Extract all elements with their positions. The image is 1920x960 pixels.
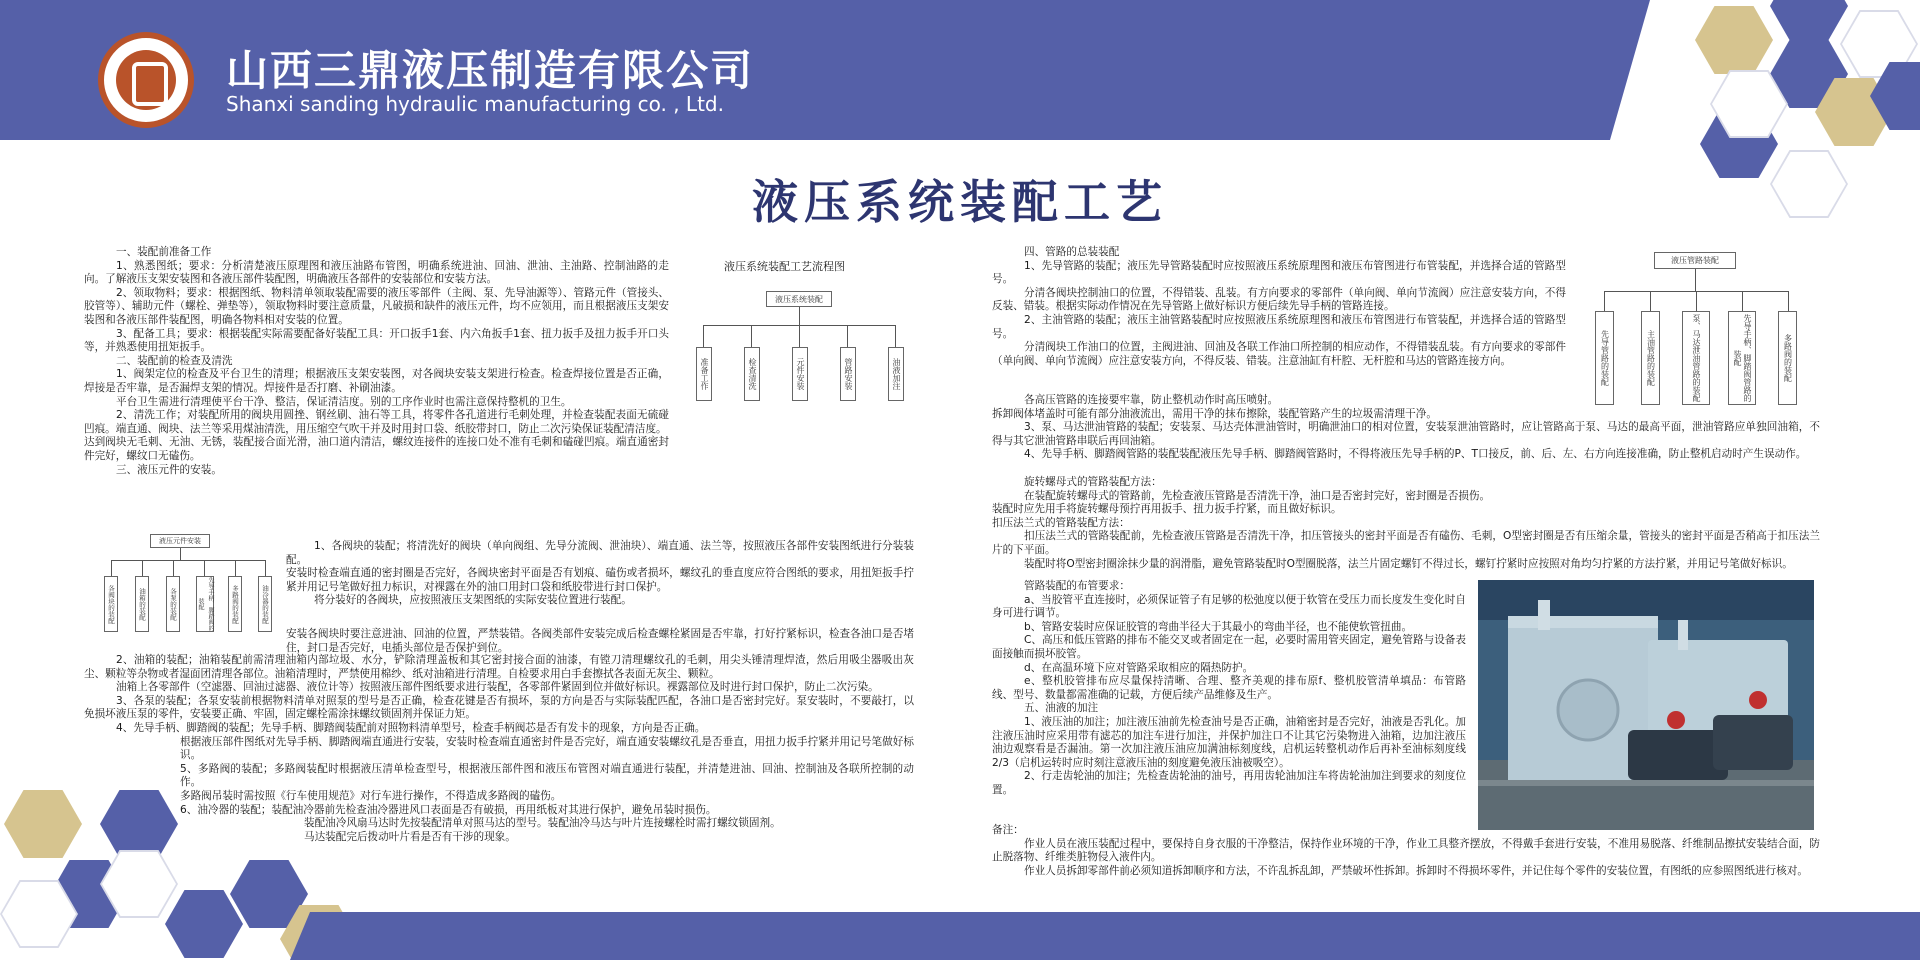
paragraph: 拆卸阀体堵盖时可能有部分油液流出，需用干净的抹布擦除，装配管路产生的垃圾需清理干净。	[992, 407, 1437, 420]
paragraph: 装配时应先用手将旋转螺母预拧再用扳手、扭力扳手拧紧，而且做好标识。	[992, 503, 1342, 516]
paragraph: 5、多路阀的装配；多路阀装配时根据液压清单检查型号，根据液压部件图和液压布管图对端直通进行装配，并清楚进油、回油、控制油及各联所控制的动作。	[180, 762, 914, 789]
company-name-en: Shanxi sanding hydraulic manufacturing co. , Ltd.	[226, 92, 724, 116]
paragraph: 1、各阀块的装配；将清洗好的阀块（单向阀组、先导分流阀、泄油块）、端直通、法兰等，按照液压各部件安装图纸进行分装装配。	[286, 540, 914, 566]
paragraph: 作业人员在液压装配过程中，要保持自身衣服的干净整洁，保持作业环境的干净，作业工具整齐摆放，不得戴手套进行安装，不准用易脱落、纤维制品擦拭安装结合面，防止脱落物、纤维类脏物侵入液件内。	[992, 837, 1820, 864]
notes-heading: 备注：	[992, 824, 1024, 836]
flowchart-node: 先导手柄、脚踏阀管路的装配	[1728, 311, 1756, 405]
paragraph: 各高压管路的连接要牢靠，防止整机动作时高压喷射。	[1024, 394, 1279, 406]
right-bottom-text	[992, 580, 1466, 798]
connector	[173, 560, 174, 576]
flowchart-node: 油箱的装配	[135, 576, 149, 632]
flowchart-node: 油液加注	[888, 347, 904, 401]
right-top-text-2	[992, 394, 1820, 462]
paragraph: 1、阀架定位的检查及平台卫生的清理；根据液压支架安装图，对各阀块安装支架进行检查。检查焊接位置是否正确，焊接是否牢靠，是否漏焊支架的情况。焊接件是否打磨、补刷油漆。	[84, 368, 669, 394]
left-mid-text	[286, 540, 914, 608]
connector	[799, 307, 800, 325]
paragraph: 3、泵、马达泄油管路的装配；安装泵、马达壳体泄油管时，明确泄油口的相对位置，安装泵泄油管路时，应让管路高于泵、马达的最高平面，泄油管路应单独回油箱，不得与其它泄油管路串联后再回油箱。	[992, 421, 1820, 447]
right-notes-text	[992, 824, 1820, 878]
flowchart-node: 各泵的装配	[166, 576, 180, 632]
paragraph: 管路装配的布管要求：	[1024, 580, 1130, 592]
paragraph: 油箱上各零部件（空滤器、回油过滤器、液位计等）按照液压部件图纸要求进行装配，各零部件紧固到位并做好标识。裸露部位及时进行封口保护，防止二次污染。	[116, 681, 879, 694]
flowchart-root: 液压管路装配	[1654, 252, 1736, 269]
paragraph: 2、油箱的装配；油箱装配前需清理油箱内部垃圾、水分，铲除清理盖板和其它密封接合面的油漆，有镗刀清理螺纹孔的毛刺，用尖头锤清理焊渣，然后用吸尘器吸出灰尘、颗粒等杂物或者湿面团清理各部位。油箱清理时，严禁使用棉纱、纸对油箱进行清理。自检要求用白手套擦拭各表面无灰尘、颗粒。	[84, 654, 914, 680]
section-heading: 一、装配前准备工作	[116, 246, 212, 258]
logo-emblem	[116, 50, 176, 110]
section-heading: 三、液压元件的安装。	[116, 463, 222, 476]
paragraph: 扣压法兰式的管路装配前，先检查液压管路是否清洗干净，扣压管接头的密封平面是否有磕伤、毛刺，O型密封圈是否有压缩余量，管接头的密封平面是否稍高于扣压法兰片的下平面。	[992, 530, 1820, 556]
paragraph: 扣压法兰式的管路装配方法：	[992, 516, 1130, 529]
hex-decor	[1695, 6, 1773, 74]
paragraph: 4、先导手柄、脚踏阀的装配；先导手柄、脚踏阀装配前对照物料清单型号，检查手柄阀芯是否有发卡的现象，方向是否正确。	[116, 721, 706, 734]
section-heading: 二、装配前的检查及清洗	[116, 354, 233, 367]
section-heading: 四、管路的总装装配	[1024, 246, 1120, 258]
paragraph: 安装时检查端直通的密封圈是否完好，各阀块密封平面是否有划痕、磕伤或者损坏，螺纹孔的垂直度应符合图纸的要求，用扭矩扳手拧紧并用记号笔做好扭力标识，对裸露在外的油口用封口袋和纸胶带进行封口保护。	[286, 567, 914, 593]
paragraph: 多路阀吊装时需按照《行车使用规范》对行车进行操作，不得造成多路阀的磕伤。	[180, 789, 562, 802]
flowchart-node: 油冷器的装配	[258, 576, 272, 632]
paragraph: a、当胶管平直连接时，必须保证管子有足够的松弛度以便于软管在受压力而长度发生变化时自身可进行调节。	[992, 593, 1466, 620]
left-mid-text-2	[84, 628, 914, 655]
connector	[1695, 269, 1696, 291]
paragraph: e、整机胶管排布应尽量保持清晰、合理、整齐美观的排布原f、整机胶管清单填品：布管路线、型号、数量都需准确的记载，方便后续产品维修及生产。	[992, 675, 1466, 701]
paragraph: 分清阀块工作油口的位置，主阀进油、回油及各联工作油口所控制的相应动作，不得错装乱装。有方向要求的零部件（单向阀、单向节流阀）应注意安装方向，不得反装、错装。注意油缸有杆腔、无杆腔和马达的管路连接方向。	[992, 341, 1566, 367]
paragraph: 2、主油管路的装配；液压主油管路装配时应按照液压系统原理图和液压布管图进行布管装配，并选择合适的管路型号。	[992, 313, 1566, 340]
flowchart-root: 液压系统装配	[766, 291, 832, 307]
flowchart-node: 泵、马达泄油管路的装配	[1682, 311, 1710, 405]
left-bottom-text	[84, 654, 914, 844]
connector	[111, 560, 112, 576]
flowchart-node: 准备工作	[696, 347, 712, 401]
paragraph: 1、先导管路的装配；液压先导管路装配时应按照液压系统原理图和液压布管图进行布管装配，并选择合适的管路型号。	[992, 259, 1566, 286]
flowchart-node: 元件安装	[792, 347, 808, 401]
company-name-cn: 山西三鼎液压制造有限公司	[226, 46, 755, 95]
paragraph: 根据液压部件图纸对先导手柄、脚踏阀端直通进行安装，安装时检查端直通密封件是否完好，端直通安装螺纹孔是否垂直，用扭力扳手拧紧并用记号笔做好标识。	[180, 735, 914, 762]
flowchart-node: 多路阀的装配	[1778, 311, 1797, 405]
right-mid-text	[992, 476, 1820, 571]
paragraph: 将分装好的各阀块，应按照液压支架图纸的实际安装位置进行装配。	[314, 594, 632, 607]
connector	[1650, 291, 1651, 311]
connector	[1788, 291, 1789, 311]
flowchart-node: 主油管路的装配	[1641, 311, 1660, 405]
hex-decor	[165, 890, 243, 958]
flowchart-node: 检查清洗	[744, 347, 760, 401]
paragraph: 装配时将O型密封圈涂抹少量的润滑脂，避免管路装配时O型圈脱落，法兰片固定螺钉不得过长，螺钉拧紧时应按照对角均匀拧紧的方法拧紧，并用记号笔做好标识。	[1024, 557, 1793, 570]
paragraph: 马达装配完后拨动叶片看是否有干涉的现象。	[304, 830, 516, 843]
hydraulic-unit-photo	[1478, 580, 1814, 830]
paragraph: 2、领取物料；要求：根据图纸、物料清单领取装配需要的液压零部件（主阀、泵、先导油源等）、管路元件（管接头、胶管等）、辅助元件（螺栓、弹垫等），领取物料时要注意质量，凡破损和缺件的液压元件，均不应领用，而且根据液压支架安装图和各液压部件装配图，明确各物料相对安装的位置。	[84, 286, 669, 326]
paragraph: 2、清洗工作；对装配所用的阀块用圆挫、钢丝刷、油石等工具，将零件各孔道进行毛刺处理，并检查装配表面无硫碰凹痕。端直通、阀块、法兰等采用煤油清洗，用压缩空气吹干并及时用封口袋、纸胶带封口，防止二次污染保证装配清洁度。	[84, 409, 669, 435]
connector	[1742, 291, 1743, 311]
connector	[235, 560, 236, 576]
paragraph: d、在高温环境下应对管路采取相应的隔热防护。	[1024, 661, 1254, 674]
paragraph: 在装配旋转螺母式的管路前，先检查液压管路是否清洗干净，油口是否密封完好，密封圈是否损伤。	[1024, 489, 1491, 502]
footer-band	[290, 912, 1920, 960]
paragraph: 6、油冷器的装配；装配油冷器前先检查油冷器进风口表面是否有破损，再用纸板对其进行保护，避免吊装时损伤。	[180, 803, 717, 816]
connector	[895, 325, 896, 347]
paragraph: 作业人员拆卸零部件前必须知道拆卸顺序和方法，不许乱拆乱卸，严禁破坏性拆卸。拆卸时不得损坏零件，并记住每个零件的安装位置，有图纸的应参照图纸进行核对。	[1024, 864, 1808, 877]
paragraph: 装配油冷风扇马达时先按装配清单对照马达的型号。装配油冷马达与叶片连接螺栓时需打螺纹锁固剂。	[304, 817, 781, 830]
flowchart-node: 多路阀的装配	[228, 576, 242, 632]
paragraph: 3、配备工具；要求：根据装配实际需要配备好装配工具：开口扳手1套、内六角扳手1套、扭力扳手及扭力扳手开口头等，并熟悉使用扭矩扳手。	[84, 327, 669, 354]
hydraulic-unit-illustration	[1478, 580, 1814, 830]
flowchart-root: 液压元件安装	[150, 534, 210, 548]
connector	[265, 560, 266, 576]
paragraph: 1、熟悉图纸；要求：分析清楚液压原理图和液压油路布管图，明确系统进油、回油、泄油、主油路、控制油路的走向。了解液压支架安装图和各液压部件装配图，明确液压各部件的安装部位和安装方法。	[84, 259, 669, 286]
flowchart-title: 液压系统装配工艺流程图	[724, 260, 845, 273]
page-title: 液压系统装配工艺	[752, 175, 1168, 229]
connector	[111, 560, 265, 561]
connector	[847, 325, 848, 347]
paragraph: 2、行走齿轮油的加注；先检查齿轮油的油号，再用齿轮油加注车将齿轮油加注到要求的刻度位置。	[992, 770, 1466, 796]
right-top-text	[992, 246, 1566, 368]
paragraph: C、高压和低压管路的排布不能交叉或者固定在一起，必要时需用管夹固定，避免管路与设备表面接触而损坏胶管。	[992, 634, 1466, 660]
flowchart-node: 先导管路的装配	[1595, 311, 1614, 405]
paragraph: 平台卫生需进行清理使平台干净、整洁，保证清洁度。别的工序作业时也需注意保持整机的卫生。	[116, 395, 572, 408]
paragraph: 旋转螺母式的管路装配方法：	[1024, 476, 1162, 488]
section-heading: 五、油液的加注	[1024, 702, 1099, 715]
connector	[1604, 291, 1605, 311]
paragraph: 安装各阀块时要注意进油、回油的位置，严禁装错。各阀类部件安装完成后检查螺栓紧固是否牢靠，打好拧紧标识，检查各油口是否堵住，封口是否完好，电插头部位是否保护到位。	[286, 628, 914, 654]
paragraph: 3、各泵的装配；各泵安装前根据物料清单对照泵的型号是否正确，检查花键是否有损坏，泵的方向是否与实际装配匹配，各油口是否密封完好。泵安装时，不要敲打，以免损坏液压泵的零件，安装要正确、牢固，固定螺栓需涂抹螺纹锁固剂并保证力矩。	[84, 694, 914, 721]
paragraph: 达到阀块无毛刺、无油、无锈，装配接合面光滑，油口道内清洁，螺纹连接件的连接口处不准有毛刺和磕碰凹痕。端直通密封件完好，螺纹口无磕伤。	[84, 436, 669, 462]
flowchart-node: 管路安装	[840, 347, 856, 401]
flowchart-node: 先导手柄、脚踏阀的装配	[197, 577, 214, 631]
left-top-text	[84, 246, 669, 477]
paragraph: b、管路安装时应保证胶管的弯曲半径大于其最小的弯曲半径，也不能使软管扭曲。	[1024, 620, 1413, 633]
connector	[799, 325, 800, 347]
connector	[703, 325, 704, 347]
hex-decor	[1770, 0, 1848, 40]
flowchart-node: 各阀块的装配	[104, 576, 118, 632]
paragraph: 分清各阀块控制油口的位置，不得错装、乱装。有方向要求的零部件（单向阀、单向节流阀）应注意安装方向，不得反装、错装。根据实际动作情况在先导管路上做好标识方便后续先导手柄的管路连接。	[992, 286, 1566, 313]
paragraph: 1、液压油的加注；加注液压油前先检查油号是否正确，油箱密封是否完好，油液是否乳化。加注液压油时应采用带有滤芯的加注车进行加注，并保护加注口不让其它污染物进入油箱，边加注液压油边观察看是否漏油。第一次加注液压油应加满油标刻度线，启机运转整机动作后再补至油标刻度线2/3（启机运转时应时刻注意液压油的刻度避免液压油被吸空）。	[992, 715, 1466, 769]
connector	[1696, 291, 1697, 311]
connector	[204, 560, 205, 576]
hex-decor	[4, 790, 82, 858]
connector	[142, 560, 143, 576]
paragraph: 4、先导手柄、脚踏阀管路的装配装配液压先导手柄、脚踏阀管路时，不得将液压先导手柄的P、T口接反，前、后、左、右方向连接准确，防止整机启动时产生误动作。	[1024, 448, 1807, 461]
company-logo	[98, 32, 194, 128]
connector	[180, 548, 181, 560]
connector	[751, 325, 752, 347]
